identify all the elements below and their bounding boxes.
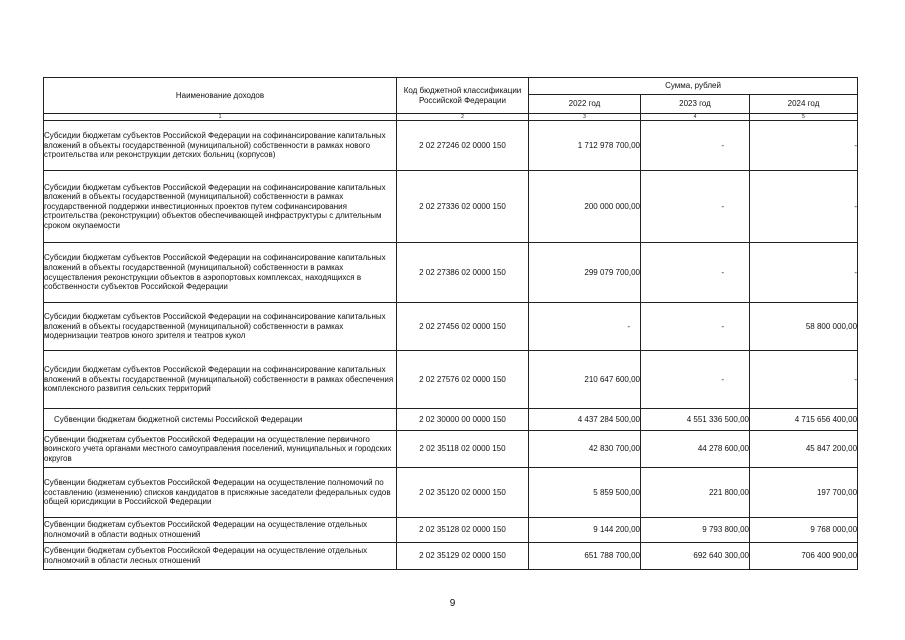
- column-number: 1: [44, 114, 397, 121]
- table-row: [44, 351, 858, 409]
- header-year-2024: 2024 год: [750, 95, 858, 114]
- amount-2024: -: [750, 121, 858, 171]
- budget-code: 2 02 27246 02 0000 150: [397, 121, 529, 171]
- amount-2023: 221 800,00: [641, 468, 750, 518]
- table-row: [44, 303, 858, 351]
- income-name: Субвенции бюджетам субъектов Российской Федерации на осуществление отдельных полномочий в области водных отношений: [44, 518, 397, 543]
- budget-code: 2 02 27386 02 0000 150: [397, 243, 529, 303]
- amount-2023: -: [641, 303, 750, 351]
- header-row: [44, 78, 858, 95]
- income-name: Субвенции бюджетам субъектов Российской Федерации на осуществление первичного воинского учета органами местного самоуправления поселений, муниципальных и городских округов: [44, 431, 397, 468]
- header-name: Наименование доходов: [44, 78, 397, 114]
- budget-code: 2 02 27576 02 0000 150: [397, 351, 529, 409]
- header-sum: Сумма, рублей: [529, 78, 858, 95]
- amount-2023: 44 278 600,00: [641, 431, 750, 468]
- amount-2023: 692 640 300,00: [641, 543, 750, 570]
- income-name: Субсидии бюджетам субъектов Российской Федерации на софинансирование капитальных вложений в объекты государственной (муниципальной) собственности в рамках нового строительства или реконструкции детских больниц (корпусов): [44, 121, 397, 171]
- amount-2022: 1 712 978 700,00: [529, 121, 641, 171]
- table-row: [44, 171, 858, 243]
- column-number: 3: [529, 114, 641, 121]
- amount-2022: 200 000 000,00: [529, 171, 641, 243]
- column-number: 5: [750, 114, 858, 121]
- amount-2023: -: [641, 351, 750, 409]
- budget-code: 2 02 35120 02 0000 150: [397, 468, 529, 518]
- income-name: Субвенции бюджетам бюджетной системы Российской Федерации: [44, 409, 397, 431]
- budget-code: 2 02 35118 02 0000 150: [397, 431, 529, 468]
- budget-code: 2 02 35129 02 0000 150: [397, 543, 529, 570]
- budget-code: 2 02 30000 00 0000 150: [397, 409, 529, 431]
- header-year-2023: 2023 год: [641, 95, 750, 114]
- page-number: 9: [449, 598, 456, 609]
- budget-table: [43, 77, 858, 570]
- budget-code: 2 02 35128 02 0000 150: [397, 518, 529, 543]
- amount-2024: -: [750, 171, 858, 243]
- column-number: 4: [641, 114, 750, 121]
- amount-2023: -: [641, 121, 750, 171]
- table-row: [44, 543, 858, 570]
- table-row: [44, 121, 858, 171]
- income-name: Субвенции бюджетам субъектов Российской Федерации на осуществление полномочий по составлению (изменению) списков кандидатов в присяжные заседатели федеральных судов общей юрисдикции в Российской Федерации: [44, 468, 397, 518]
- amount-2022: 4 437 284 500,00: [529, 409, 641, 431]
- amount-2022: 5 859 500,00: [529, 468, 641, 518]
- income-name: Субсидии бюджетам субъектов Российской Федерации на софинансирование капитальных вложений в объекты государственной (муниципальной) собственности в рамках государственной поддержки инвестиционных проектов путем софинансирования строительства (реконструкции) объектов обеспечивающей инфраструктуры с длительным сроком окупаемости: [44, 171, 397, 243]
- amount-2022: 9 144 200,00: [529, 518, 641, 543]
- column-number: 2: [397, 114, 529, 121]
- table-row: [44, 409, 858, 431]
- amount-2022: 651 788 700,00: [529, 543, 641, 570]
- table-row: [44, 243, 858, 303]
- amount-2022: 299 079 700,00: [529, 243, 641, 303]
- income-name: Субсидии бюджетам субъектов Российской Федерации на софинансирование капитальных вложений в объекты государственной (муниципальной) собственности в рамках обеспечения комплексного развития сельских территорий: [44, 351, 397, 409]
- amount-2023: -: [641, 243, 750, 303]
- amount-2024: -: [750, 243, 858, 303]
- budget-code: 2 02 27456 02 0000 150: [397, 303, 529, 351]
- column-numbers-row: [44, 114, 858, 121]
- table-row: [44, 468, 858, 518]
- amount-2023: -: [641, 171, 750, 243]
- income-name: Субсидии бюджетам субъектов Российской Федерации на софинансирование капитальных вложений в объекты государственной (муниципальной) собственности в рамках осуществления реконструкции объектов в аэропортовых комплексах, находящихся в собственности субъектов Российской Федерации: [44, 243, 397, 303]
- amount-2024: 706 400 900,00: [750, 543, 858, 570]
- budget-code: 2 02 27336 02 0000 150: [397, 171, 529, 243]
- amount-2024: 197 700,00: [750, 468, 858, 518]
- amount-2023: 4 551 336 500,00: [641, 409, 750, 431]
- table-row: [44, 518, 858, 543]
- amount-2022: -: [529, 303, 641, 351]
- table-row: [44, 431, 858, 468]
- amount-2024: 45 847 200,00: [750, 431, 858, 468]
- amount-2024: -: [750, 351, 858, 409]
- amount-2024: 58 800 000,00: [750, 303, 858, 351]
- header-code: Код бюджетной классификации Российской Федерации: [397, 78, 529, 114]
- income-name: Субвенции бюджетам субъектов Российской Федерации на осуществление отдельных полномочий в области лесных отношений: [44, 543, 397, 570]
- amount-2024: 9 768 000,00: [750, 518, 858, 543]
- amount-2023: 9 793 800,00: [641, 518, 750, 543]
- amount-2024: 4 715 656 400,00: [750, 409, 858, 431]
- header-year-2022: 2022 год: [529, 95, 641, 114]
- income-name: Субсидии бюджетам субъектов Российской Федерации на софинансирование капитальных вложений в объекты государственной (муниципальной) собственности в рамках модернизации театров юного зрителя и театров кукол: [44, 303, 397, 351]
- amount-2022: 210 647 600,00: [529, 351, 641, 409]
- amount-2022: 42 830 700,00: [529, 431, 641, 468]
